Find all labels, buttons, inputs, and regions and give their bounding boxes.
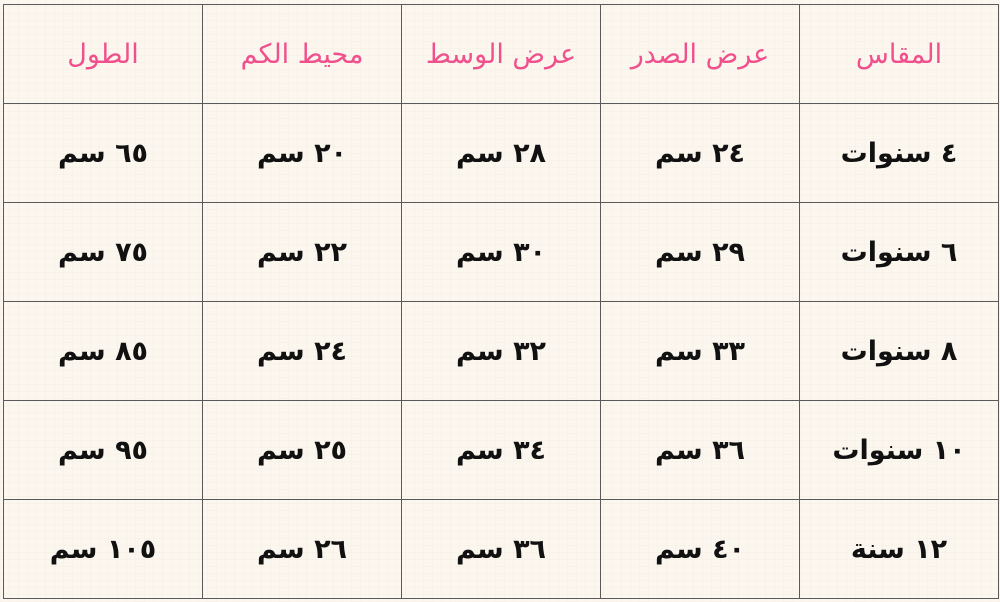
size-chart-table bbox=[3, 4, 999, 599]
cell-length: ١٠٥ سم bbox=[4, 500, 203, 599]
header-waist-width: عرض الوسط bbox=[402, 5, 601, 104]
cell-sleeve-circumference: ٢٢ سم bbox=[203, 203, 402, 302]
cell-waist-width: ٣٠ سم bbox=[402, 203, 601, 302]
cell-length: ٩٥ سم bbox=[4, 401, 203, 500]
header-row bbox=[4, 5, 999, 104]
cell-size: ٨ سنوات bbox=[800, 302, 999, 401]
table-row bbox=[4, 500, 999, 599]
table-row bbox=[4, 203, 999, 302]
cell-sleeve-circumference: ٢٠ سم bbox=[203, 104, 402, 203]
table-row bbox=[4, 302, 999, 401]
cell-length: ٨٥ سم bbox=[4, 302, 203, 401]
header-sleeve-circumference: محيط الكم bbox=[203, 5, 402, 104]
cell-size: ٤ سنوات bbox=[800, 104, 999, 203]
cell-size: ١٠ سنوات bbox=[800, 401, 999, 500]
cell-waist-width: ٣٢ سم bbox=[402, 302, 601, 401]
cell-size: ١٢ سنة bbox=[800, 500, 999, 599]
header-length: الطول bbox=[4, 5, 203, 104]
cell-size: ٦ سنوات bbox=[800, 203, 999, 302]
header-chest-width: عرض الصدر bbox=[601, 5, 800, 104]
cell-length: ٧٥ سم bbox=[4, 203, 203, 302]
cell-sleeve-circumference: ٢٤ سم bbox=[203, 302, 402, 401]
header-size: المقاس bbox=[800, 5, 999, 104]
cell-length: ٦٥ سم bbox=[4, 104, 203, 203]
cell-chest-width: ٣٣ سم bbox=[601, 302, 800, 401]
cell-chest-width: ٣٦ سم bbox=[601, 401, 800, 500]
cell-chest-width: ٤٠ سم bbox=[601, 500, 800, 599]
cell-chest-width: ٢٤ سم bbox=[601, 104, 800, 203]
cell-waist-width: ٣٤ سم bbox=[402, 401, 601, 500]
cell-waist-width: ٢٨ سم bbox=[402, 104, 601, 203]
cell-chest-width: ٢٩ سم bbox=[601, 203, 800, 302]
table-row bbox=[4, 401, 999, 500]
table-row bbox=[4, 104, 999, 203]
cell-sleeve-circumference: ٢٥ سم bbox=[203, 401, 402, 500]
cell-waist-width: ٣٦ سم bbox=[402, 500, 601, 599]
cell-sleeve-circumference: ٢٦ سم bbox=[203, 500, 402, 599]
